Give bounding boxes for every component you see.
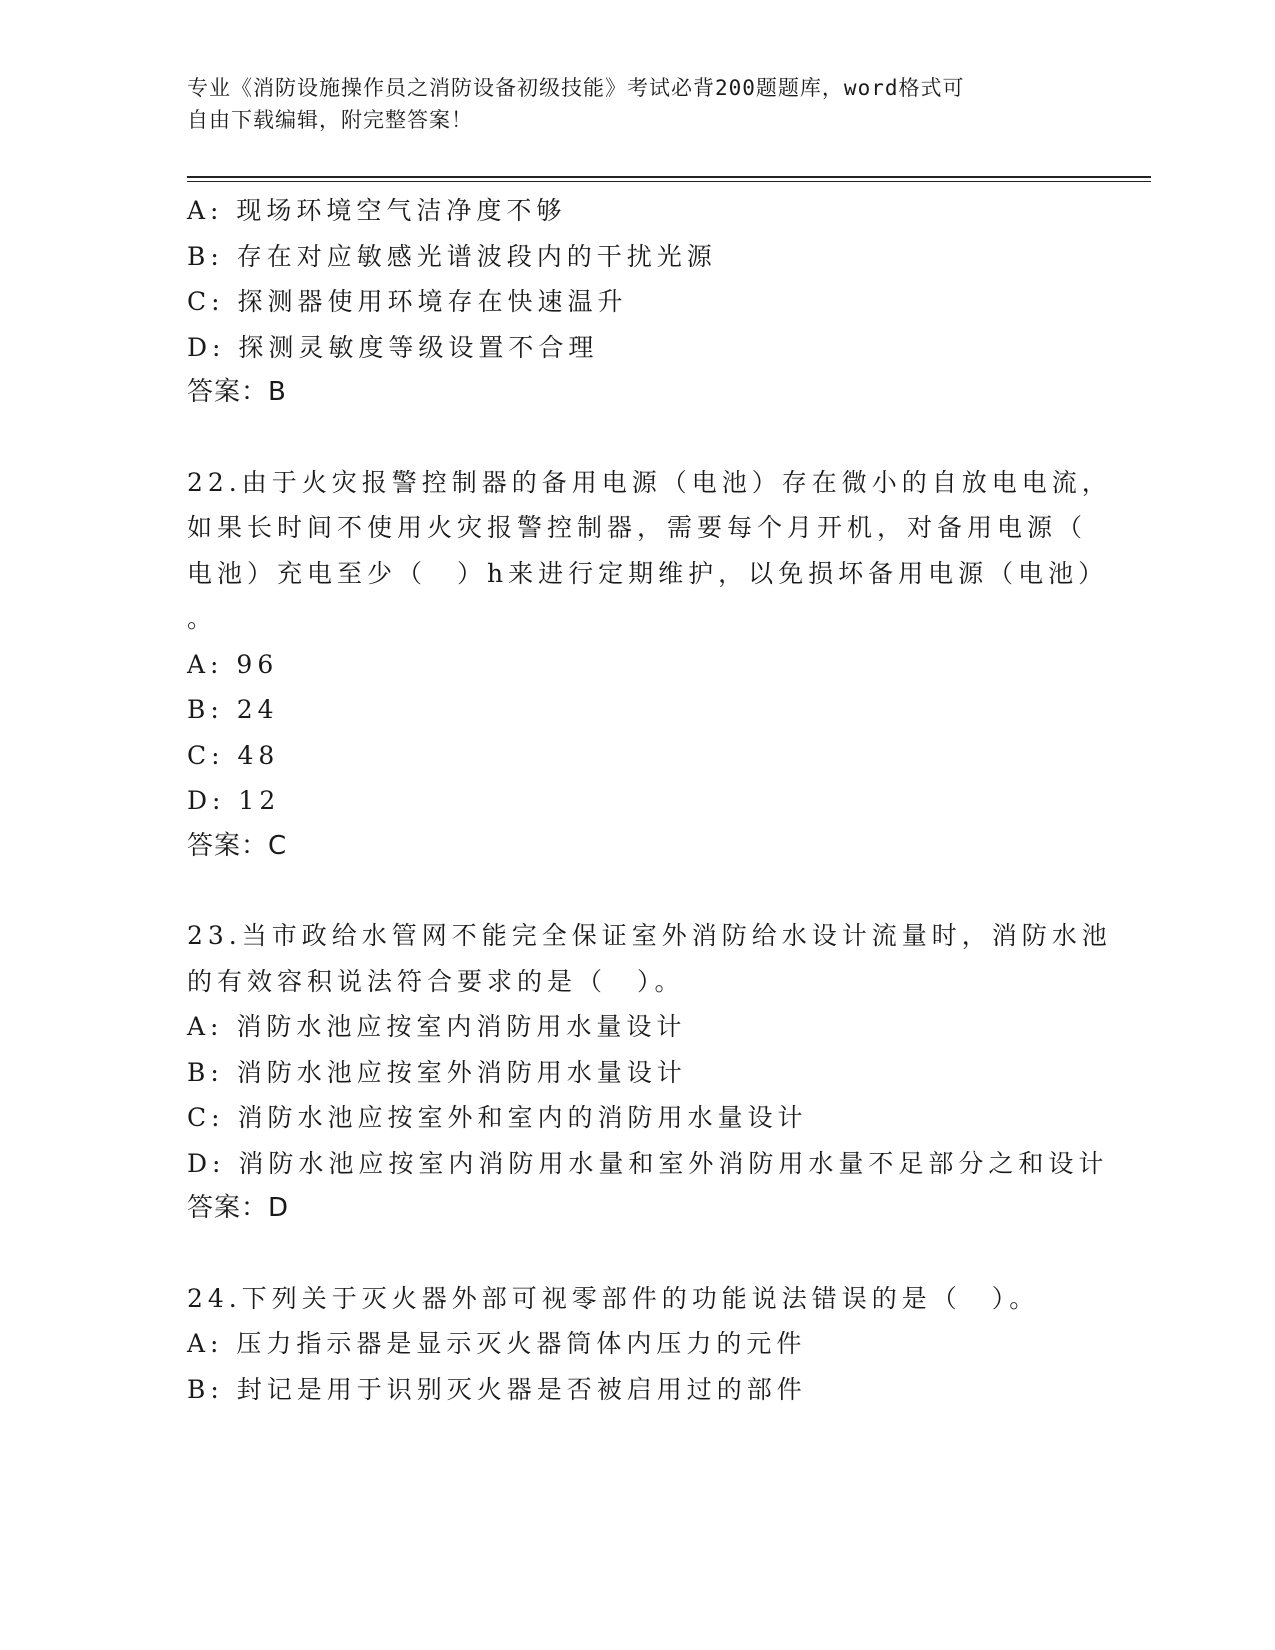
question-24 bbox=[187, 1276, 1087, 1413]
question-21 bbox=[187, 188, 1087, 416]
header-divider-thin bbox=[187, 181, 1151, 182]
document-header bbox=[187, 72, 1067, 136]
option-a: A: 消防水池应按室内消防用水量设计 bbox=[187, 1012, 687, 1041]
question-stem bbox=[187, 1276, 1087, 1322]
answer-line: 答案：D bbox=[187, 1193, 290, 1223]
option-b: B: 封记是用于识别灭火器是否被启用过的部件 bbox=[187, 1374, 807, 1404]
question-stem bbox=[187, 460, 1112, 642]
option-c: C: 48 bbox=[187, 740, 280, 770]
stem-line: 24.下列关于灭火器外部可视零部件的功能说法错误的是（ ）。 bbox=[187, 1283, 1040, 1313]
question-23 bbox=[187, 913, 1112, 1232]
header-line-1: 专业《消防设施操作员之消防设备初级技能》考试必背200题题库，word格式可 bbox=[187, 76, 965, 100]
option-d: D: 探测灵敏度等级设置不合理 bbox=[187, 332, 599, 362]
option-a: A: 96 bbox=[187, 649, 279, 679]
option-a: A: 现场环境空气洁净度不够 bbox=[187, 196, 567, 225]
stem-line: 的有效容积说法符合要求的是（ ）。 bbox=[187, 966, 685, 996]
stem-line: 电池）充电至少（ ）h来进行定期维护，以免损坏备用电源（电池） bbox=[187, 558, 1109, 588]
stem-line: 22.由于火灾报警控制器的备用电源（电池）存在微小的自放电电流， bbox=[187, 467, 1112, 497]
option-b: B: 24 bbox=[187, 695, 279, 724]
stem-line: 。 bbox=[187, 604, 218, 633]
question-22 bbox=[187, 460, 1112, 870]
option-b: B: 存在对应敏感光谱波段内的干扰光源 bbox=[187, 241, 717, 271]
stem-line: 如果长时间不使用火灾报警控制器，需要每个月开机，对备用电源（ bbox=[187, 513, 1088, 542]
header-line-2: 自由下载编辑，附完整答案！ bbox=[187, 108, 473, 132]
answer-line: 答案：C bbox=[187, 830, 288, 861]
option-b: B: 消防水池应按室外消防用水量设计 bbox=[187, 1057, 687, 1087]
option-c: C: 消防水池应按室外和室内的消防用水量设计 bbox=[187, 1103, 808, 1132]
question-stem bbox=[187, 913, 1112, 1004]
option-d: D: 消防水池应按室内消防用水量和室外消防用水量不足部分之和设计 bbox=[187, 1148, 1109, 1178]
header-divider-thick bbox=[187, 176, 1151, 178]
option-d: D: 12 bbox=[187, 786, 281, 815]
option-c: C: 探测器使用环境存在快速温升 bbox=[187, 287, 628, 316]
answer-line: 答案：B bbox=[187, 377, 287, 407]
question-list bbox=[187, 188, 1112, 1412]
stem-line: 23.当市政给水管网不能完全保证室外消防给水设计流量时，消防水池 bbox=[187, 921, 1112, 950]
option-a: A: 压力指示器是显示灭火器筒体内压力的元件 bbox=[187, 1329, 807, 1358]
